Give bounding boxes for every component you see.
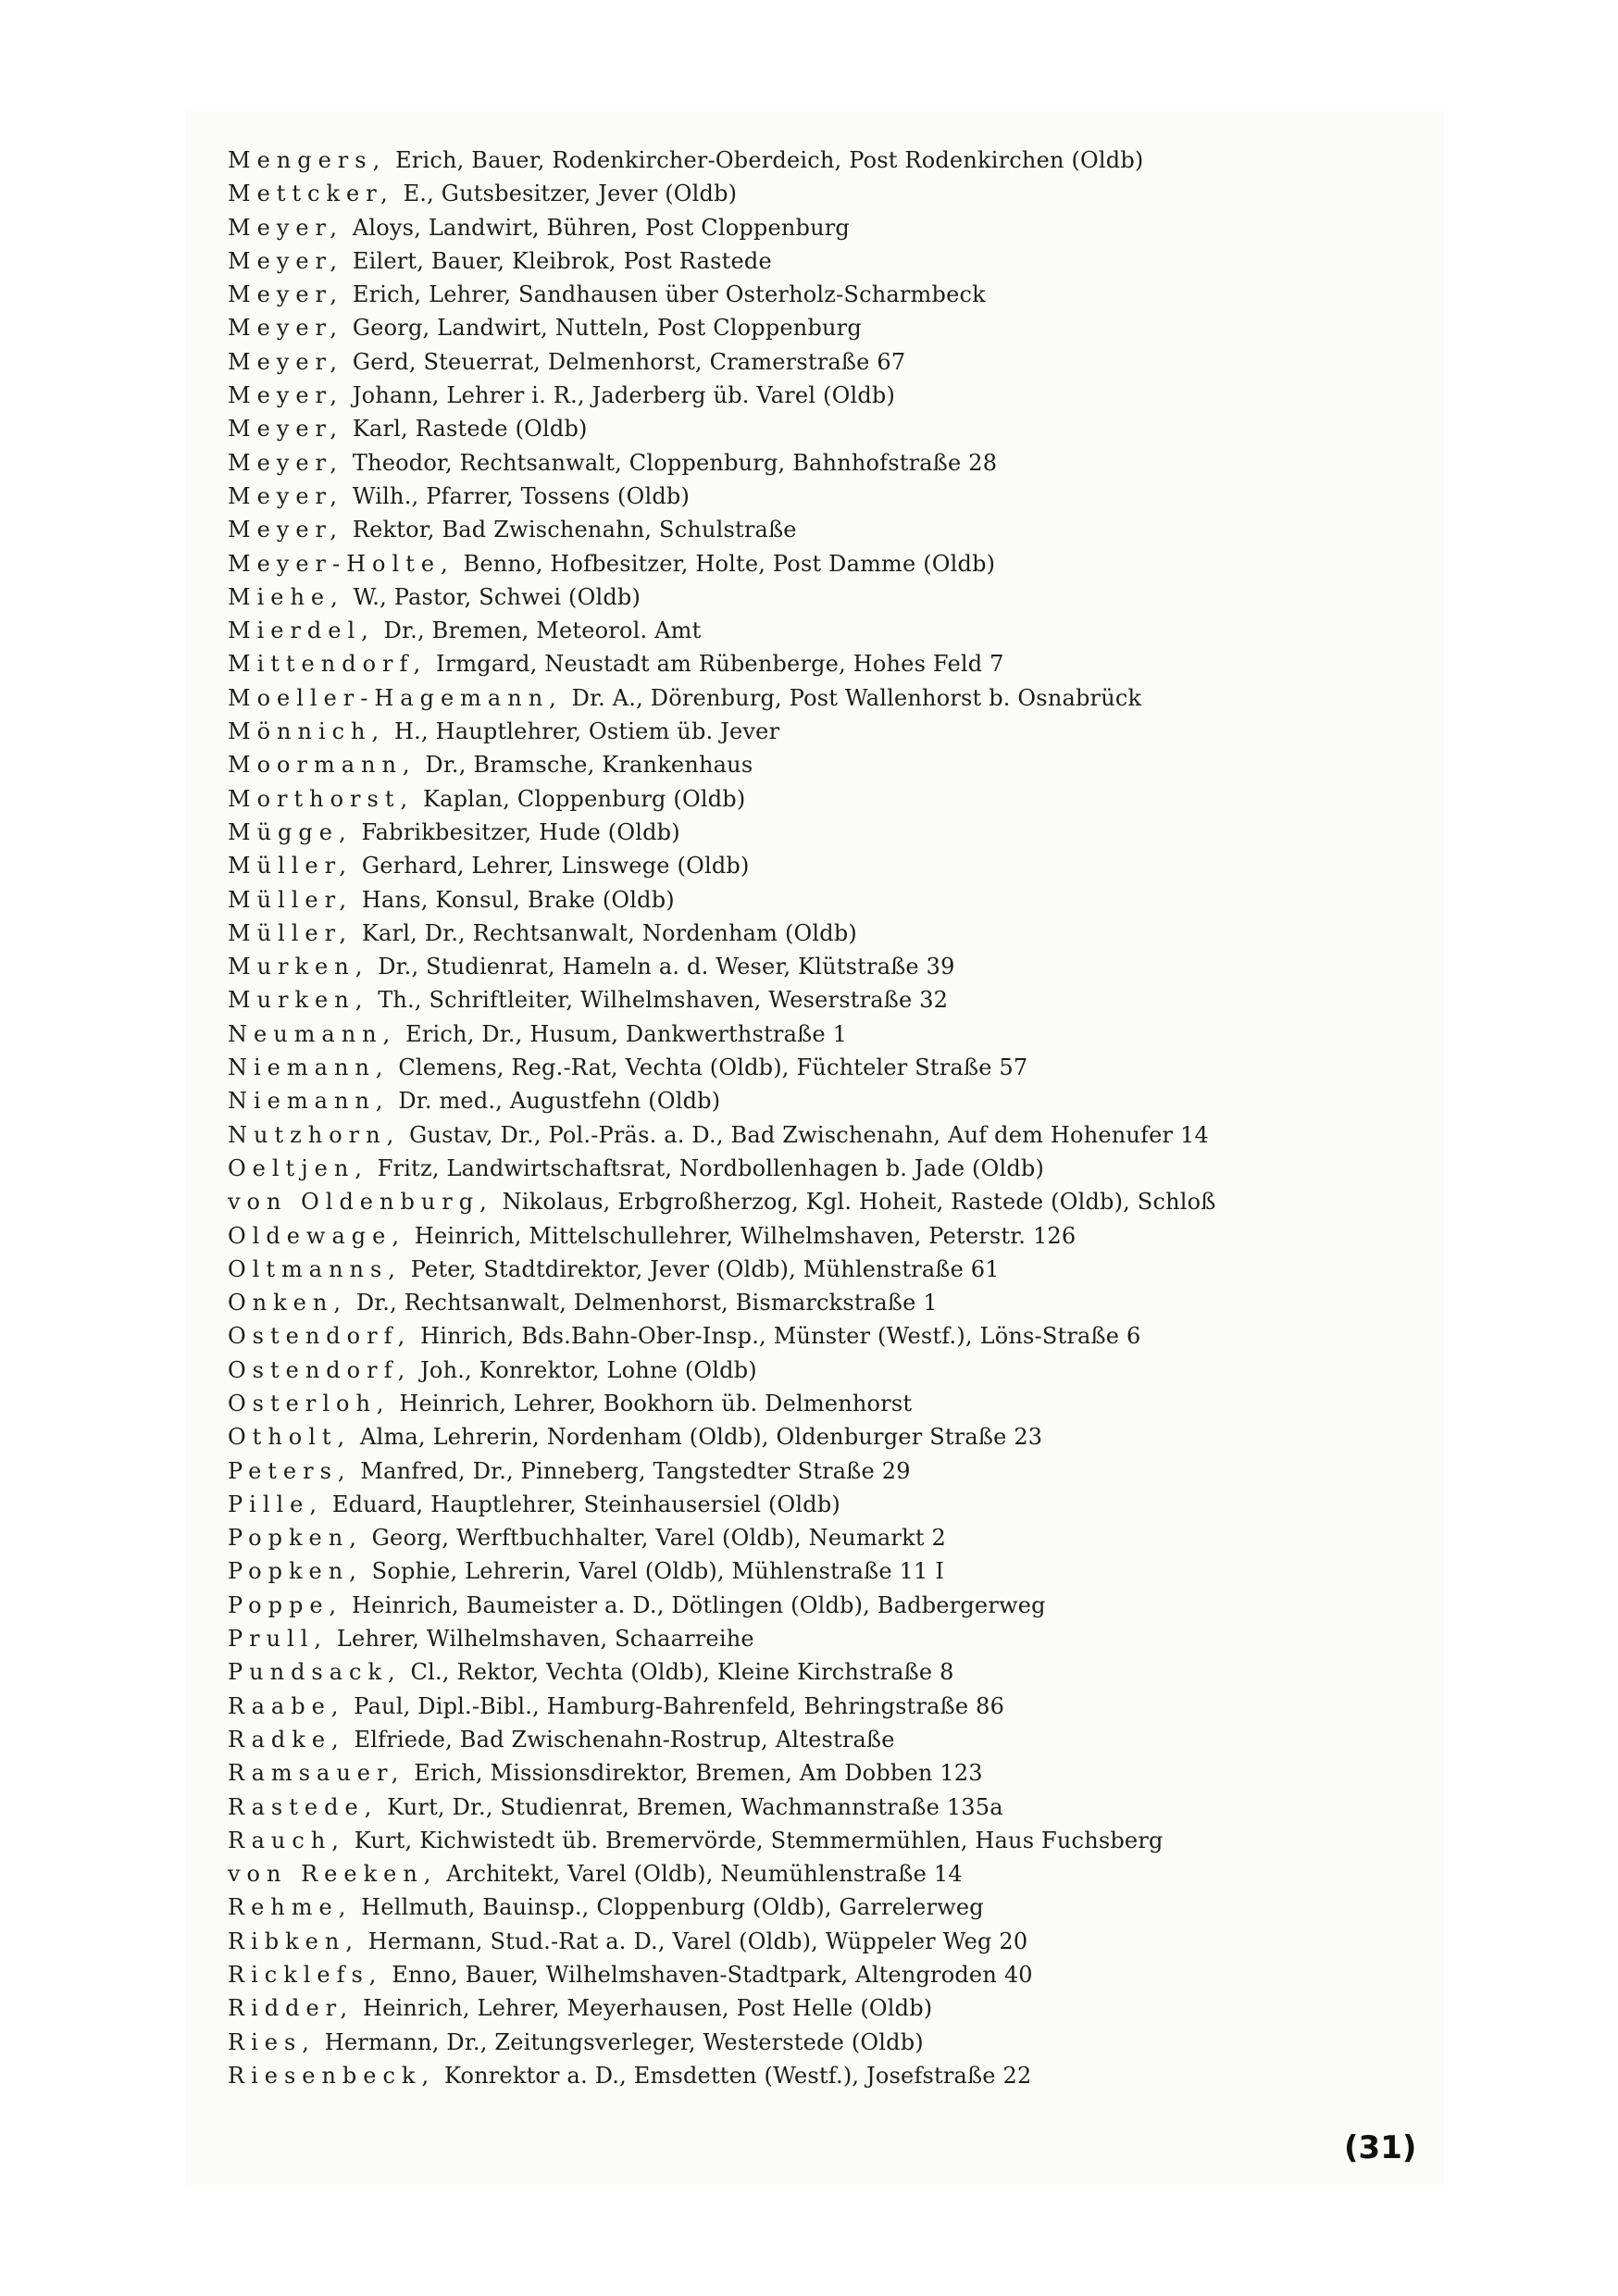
- directory-entry: [228, 1857, 1431, 1890]
- entry-details: Dr., Bremen, Meteorol. Amt: [383, 618, 702, 644]
- entry-surname: Mettcker,: [228, 181, 394, 207]
- entry-surname: Pille,: [228, 1491, 324, 1517]
- entry-surname: Poppe,: [228, 1591, 343, 1618]
- entry-surname: Peters,: [228, 1457, 352, 1484]
- entry-details: Architekt, Varel (Oldb), Neumühlenstraße 14: [446, 1861, 963, 1888]
- entry-surname: von Reeken,: [228, 1861, 438, 1888]
- directory-entry: [228, 1354, 1431, 1387]
- entry-surname: Prull,: [228, 1626, 329, 1653]
- entry-surname: Onken,: [228, 1290, 347, 1316]
- entry-details: Erich, Lehrer, Sandhausen über Osterholz-Scharmbeck: [352, 281, 986, 308]
- entry-surname: Morthorst,: [228, 785, 415, 812]
- directory-entry: [228, 1521, 1431, 1554]
- directory-entry: [228, 917, 1431, 950]
- entry-details: Hermann, Stud.-Rat a. D., Varel (Oldb), Wüppeler Weg 20: [367, 1928, 1028, 1954]
- entry-details: Dr. med., Augustfehn (Oldb): [398, 1088, 721, 1115]
- entry-details: Dr., Rechtsanwalt, Delmenhorst, Bismarckstraße 1: [355, 1290, 938, 1316]
- directory-entry: [228, 144, 1431, 177]
- entry-details: Konrektor a. D., Emsdetten (Westf.), Josefstraße 22: [443, 2062, 1032, 2089]
- directory-entry: [228, 950, 1431, 983]
- directory-entry: [228, 2059, 1431, 2092]
- directory-entry: [228, 883, 1431, 917]
- entry-surname: Mönnich,: [228, 718, 386, 745]
- directory-entry: [228, 446, 1431, 480]
- directory-entry: [228, 1756, 1431, 1790]
- entry-surname: Niemann,: [228, 1054, 390, 1081]
- entry-surname: Mierdel,: [228, 618, 375, 644]
- entry-surname: Neumann,: [228, 1020, 397, 1047]
- entry-surname: Nutzhorn,: [228, 1121, 401, 1148]
- directory-entry: [228, 614, 1431, 647]
- directory-entry: [228, 379, 1431, 412]
- directory-entry: [228, 1958, 1431, 1991]
- directory-entry: [228, 177, 1431, 210]
- directory-entry: [228, 1824, 1431, 1857]
- entry-surname: Moormann,: [228, 752, 417, 779]
- entry-surname: Meyer,: [228, 315, 344, 342]
- entry-details: Nikolaus, Erbgroßherzog, Kgl. Hoheit, Rastede (Oldb), Schloß: [502, 1189, 1216, 1216]
- entry-details: Hans, Konsul, Brake (Oldb): [361, 886, 675, 913]
- entry-surname: Meyer,: [228, 214, 344, 241]
- entry-details: Hermann, Dr., Zeitungsverleger, Westerstede (Oldb): [324, 2028, 924, 2055]
- entry-surname: Otholt,: [228, 1424, 352, 1451]
- entry-details: Hellmuth, Bauinsp., Cloppenburg (Oldb), Garrelerweg: [361, 1894, 984, 1921]
- entry-details: Wilh., Pfarrer, Tossens (Oldb): [352, 482, 691, 509]
- directory-entry: [228, 480, 1431, 513]
- entry-details: H., Hauptlehrer, Ostiem üb. Jever: [393, 718, 780, 745]
- directory-entry: [228, 1152, 1431, 1185]
- entry-surname: Murken,: [228, 954, 369, 980]
- entry-details: Georg, Werftbuchhalter, Varel (Oldb), Neumarkt 2: [371, 1525, 946, 1552]
- entry-surname: Rastede,: [228, 1793, 379, 1820]
- entry-details: Erich, Dr., Husum, Dankwerthstraße 1: [405, 1020, 848, 1047]
- directory-entry: [228, 1488, 1431, 1521]
- directory-entry: [228, 311, 1431, 344]
- directory-entry: [228, 1690, 1431, 1723]
- entry-details: Eduard, Hauptlehrer, Steinhausersiel (Oldb): [331, 1491, 840, 1517]
- entry-details: Dr., Bramsche, Krankenhaus: [425, 752, 753, 779]
- entry-surname: Murken,: [228, 987, 369, 1014]
- entry-surname: Meyer,: [228, 416, 344, 443]
- entry-details: Kurt, Kichwistedt üb. Bremervörde, Stemmermühlen, Haus Fuchsberg: [354, 1827, 1164, 1853]
- entry-surname: Miehe,: [228, 583, 344, 610]
- directory-entry: [228, 1387, 1431, 1420]
- entry-surname: Popken,: [228, 1525, 363, 1552]
- entry-details: Heinrich, Baumeister a. D., Dötlingen (Oldb), Badbergerweg: [352, 1591, 1046, 1618]
- directory-entry: [228, 211, 1431, 244]
- directory-entry: [228, 345, 1431, 379]
- entry-surname: Mittendorf,: [228, 651, 428, 678]
- entry-surname: Radke,: [228, 1726, 345, 1753]
- directory-entry: [228, 1286, 1431, 1319]
- entry-details: Karl, Rastede (Oldb): [352, 416, 588, 443]
- directory-entry: [228, 1051, 1431, 1084]
- directory-entry: [228, 1791, 1431, 1824]
- directory-entry: [228, 580, 1431, 614]
- directory-entry: [228, 1084, 1431, 1117]
- entry-surname: von Oldenburg,: [228, 1189, 493, 1216]
- entry-details: Elfriede, Bad Zwischenahn-Rostrup, Altestraße: [354, 1726, 895, 1753]
- entry-surname: Mügge,: [228, 818, 353, 845]
- entry-surname: Rehme,: [228, 1894, 353, 1921]
- entry-details: Benno, Hofbesitzer, Holte, Post Damme (Oldb): [463, 550, 996, 577]
- directory-entry: [228, 1589, 1431, 1622]
- entry-surname: Ribken,: [228, 1928, 359, 1954]
- entry-surname: Rauch,: [228, 1827, 345, 1853]
- entry-details: Lehrer, Wilhelmshaven, Schaarreihe: [336, 1626, 754, 1653]
- entry-details: Kurt, Dr., Studienrat, Bremen, Wachmannstraße 135a: [387, 1793, 1003, 1820]
- entry-surname: Meyer,: [228, 247, 344, 274]
- entry-details: Karl, Dr., Rechtsanwalt, Nordenham (Oldb): [361, 919, 857, 946]
- directory-entry: [228, 647, 1431, 680]
- entry-surname: Niemann,: [228, 1088, 390, 1115]
- directory-entry: [228, 1554, 1431, 1588]
- entry-surname: Ries,: [228, 2028, 316, 2055]
- entry-details: Heinrich, Mittelschullehrer, Wilhelmshaven, Peterstr. 126: [414, 1222, 1077, 1249]
- entry-details: Sophie, Lehrerin, Varel (Oldb), Mühlenstraße 11 I: [371, 1558, 945, 1585]
- entry-surname: Müller,: [228, 886, 354, 913]
- entry-details: Theodor, Rechtsanwalt, Cloppenburg, Bahnhofstraße 28: [352, 449, 998, 476]
- entry-surname: Pundsack,: [228, 1659, 402, 1686]
- entry-details: Erich, Bauer, Rodenkircher-Oberdeich, Post Rodenkirchen (Oldb): [395, 147, 1144, 173]
- entry-surname: Meyer-Holte,: [228, 550, 454, 577]
- entry-details: Clemens, Reg.-Rat, Vechta (Oldb), Füchteler Straße 57: [398, 1054, 1028, 1081]
- directory-entry: [228, 412, 1431, 445]
- entry-surname: Meyer,: [228, 517, 344, 543]
- entry-surname: Meyer,: [228, 281, 344, 308]
- entry-details: Fritz, Landwirtschaftsrat, Nordbollenhagen b. Jade (Oldb): [377, 1154, 1045, 1181]
- entry-details: Peter, Stadtdirektor, Jever (Oldb), Mühlenstraße 61: [410, 1255, 1000, 1282]
- directory-entry: [228, 1890, 1431, 1924]
- entry-surname: Müller,: [228, 853, 354, 880]
- directory-entry: [228, 715, 1431, 748]
- directory-entry: [228, 816, 1431, 849]
- entry-details: Kaplan, Cloppenburg (Oldb): [422, 785, 746, 812]
- entry-surname: Meyer,: [228, 382, 344, 409]
- entry-surname: Moeller-Hagemann,: [228, 684, 563, 711]
- directory-entry: [228, 244, 1431, 278]
- entry-details: Gustav, Dr., Pol.-Präs. a. D., Bad Zwischenahn, Auf dem Hohenufer 14: [409, 1121, 1209, 1148]
- directory-entry: [228, 782, 1431, 816]
- entry-details: Cl., Rektor, Vechta (Oldb), Kleine Kirchstraße 8: [410, 1659, 954, 1686]
- directory-entry: [228, 1185, 1431, 1218]
- entry-details: Rektor, Bad Zwischenahn, Schulstraße: [352, 517, 797, 543]
- directory-entry: [228, 1219, 1431, 1253]
- directory-entry: [228, 1420, 1431, 1454]
- entry-details: Georg, Landwirt, Nutteln, Post Cloppenburg: [352, 315, 862, 342]
- entry-details: Manfred, Dr., Pinneberg, Tangstedter Straße 29: [360, 1457, 911, 1484]
- entry-surname: Meyer,: [228, 482, 344, 509]
- entry-details: Johann, Lehrer i. R., Jaderberg üb. Varel (Oldb): [352, 382, 896, 409]
- entry-details: Paul, Dipl.-Bibl., Hamburg-Bahrenfeld, Behringstraße 86: [354, 1692, 1005, 1719]
- directory-entry: [228, 1925, 1431, 1958]
- entry-details: Dr., Studienrat, Hameln a. d. Weser, Klütstraße 39: [378, 954, 955, 980]
- entry-details: Irmgard, Neustadt am Rübenberge, Hohes Feld 7: [435, 651, 1004, 678]
- entry-details: Aloys, Landwirt, Bühren, Post Cloppenburg: [352, 214, 850, 241]
- directory-entry: [228, 278, 1431, 311]
- entry-surname: Raabe,: [228, 1692, 345, 1719]
- entry-surname: Popken,: [228, 1558, 363, 1585]
- directory-entry: [228, 1253, 1431, 1286]
- entry-details: Erich, Missionsdirektor, Bremen, Am Dobben 123: [414, 1760, 983, 1787]
- directory-entry: [228, 1622, 1431, 1655]
- directory-entry: [228, 1454, 1431, 1488]
- entry-details: Gerhard, Lehrer, Linswege (Oldb): [361, 853, 750, 880]
- entry-surname: Ricklefs,: [228, 1962, 383, 1989]
- directory-entry: [228, 1017, 1431, 1051]
- entry-details: Heinrich, Lehrer, Bookhorn üb. Delmenhorst: [399, 1390, 913, 1416]
- directory-list: [228, 144, 1431, 2092]
- directory-entry: [228, 547, 1431, 580]
- directory-entry: [228, 681, 1431, 715]
- entry-surname: Ridder,: [228, 1995, 355, 2022]
- directory-entry: [228, 1118, 1431, 1152]
- entry-surname: Oltmanns,: [228, 1255, 402, 1282]
- entry-surname: Ostendorf,: [228, 1356, 412, 1383]
- directory-entry: [228, 1991, 1431, 2025]
- entry-surname: Mengers,: [228, 147, 387, 173]
- entry-surname: Müller,: [228, 919, 354, 946]
- entry-details: Hinrich, Bds.Bahn-Ober-Insp., Münster (Westf.), Löns-Straße 6: [420, 1323, 1141, 1350]
- entry-surname: Oldewage,: [228, 1222, 405, 1249]
- directory-entry: [228, 513, 1431, 546]
- entry-surname: Osterloh,: [228, 1390, 391, 1416]
- entry-details: Heinrich, Lehrer, Meyerhausen, Post Helle (Oldb): [362, 1995, 933, 2022]
- entry-details: Alma, Lehrerin, Nordenham (Oldb), Oldenburger Straße 23: [360, 1424, 1043, 1451]
- entry-details: Th., Schriftleiter, Wilhelmshaven, Weserstraße 32: [378, 987, 949, 1014]
- entry-surname: Meyer,: [228, 348, 344, 375]
- entry-surname: Ostendorf,: [228, 1323, 412, 1350]
- directory-entry: [228, 849, 1431, 882]
- directory-entry: [228, 2026, 1431, 2059]
- entry-details: W., Pastor, Schwei (Oldb): [353, 583, 641, 610]
- directory-entry: [228, 1655, 1431, 1689]
- entry-details: E., Gutsbesitzer, Jever (Oldb): [403, 181, 738, 207]
- entry-surname: Oeltjen,: [228, 1154, 368, 1181]
- page-number: (31): [1344, 2129, 1417, 2166]
- directory-entry: [228, 748, 1431, 781]
- entry-surname: Riesenbeck,: [228, 2062, 436, 2089]
- entry-details: Eilert, Bauer, Kleibrok, Post Rastede: [352, 247, 772, 274]
- entry-details: Fabrikbesitzer, Hude (Oldb): [361, 818, 680, 845]
- entry-details: Joh., Konrektor, Lohne (Oldb): [420, 1356, 757, 1383]
- directory-entry: [228, 1723, 1431, 1756]
- directory-entry: [228, 1319, 1431, 1353]
- entry-surname: Meyer,: [228, 449, 344, 476]
- entry-surname: Ramsauer,: [228, 1760, 405, 1787]
- directory-entry: [228, 983, 1431, 1017]
- entry-details: Dr. A., Dörenburg, Post Wallenhorst b. Osnabrück: [571, 684, 1142, 711]
- entry-details: Gerd, Steuerrat, Delmenhorst, Cramerstraße 67: [352, 348, 906, 375]
- entry-details: Enno, Bauer, Wilhelmshaven-Stadtpark, Altengroden 40: [392, 1962, 1033, 1989]
